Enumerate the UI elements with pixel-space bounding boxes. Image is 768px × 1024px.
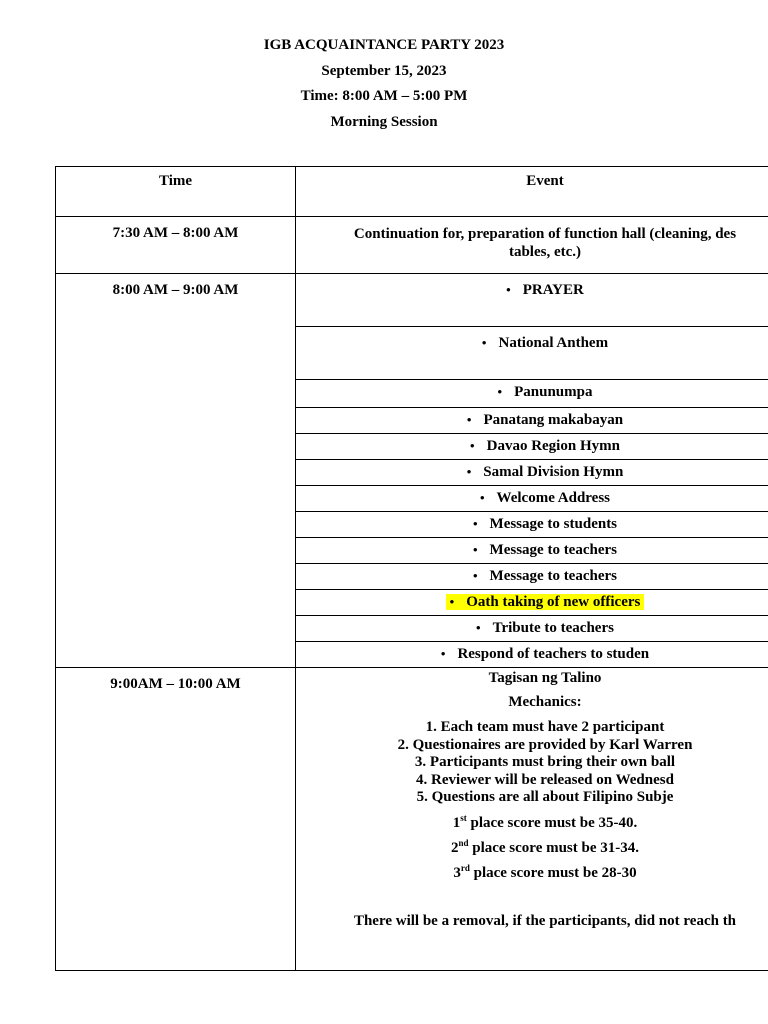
column-header-event: Event bbox=[296, 167, 768, 217]
place-text: place score must be 28-30 bbox=[469, 864, 637, 881]
program-item bbox=[296, 512, 768, 538]
program-item-text: • Panatang makabayan bbox=[467, 412, 623, 428]
place-text: place score must be 35-40. bbox=[466, 814, 638, 831]
event-time: Time: 8:00 AM – 5:00 PM bbox=[300, 88, 468, 104]
list-item: 3. Participants must bring their own ball bbox=[414, 754, 676, 770]
program-item-text: • Panunumpa bbox=[498, 384, 593, 400]
place-score bbox=[296, 862, 768, 882]
program-item bbox=[296, 486, 768, 512]
place-number: 1 bbox=[452, 814, 461, 831]
program-item-highlighted bbox=[296, 590, 768, 616]
program-item-text: • National Anthem bbox=[482, 335, 608, 351]
program-item bbox=[296, 460, 768, 486]
document-title: IGB ACQUAINTANCE PARTY 2023 bbox=[263, 37, 505, 53]
program-item-text: • Welcome Address bbox=[480, 490, 610, 506]
table-row bbox=[56, 274, 768, 327]
row-event bbox=[296, 217, 768, 274]
program-item bbox=[296, 642, 768, 668]
talino-cell bbox=[296, 668, 768, 971]
program-item bbox=[296, 538, 768, 564]
program-item-text: • Message to teachers bbox=[473, 568, 617, 584]
program-item bbox=[296, 616, 768, 642]
place-ordinal: st bbox=[460, 812, 467, 823]
event-text-line: tables, etc.) bbox=[508, 244, 582, 260]
place-ordinal: nd bbox=[458, 837, 469, 848]
program-item bbox=[296, 564, 768, 590]
table-row bbox=[56, 217, 768, 274]
table-row bbox=[56, 668, 768, 971]
place-score bbox=[296, 812, 768, 832]
program-item-text: • Davao Region Hymn bbox=[470, 438, 620, 454]
mechanics-label: Mechanics: bbox=[508, 694, 582, 710]
mechanics-list bbox=[296, 719, 768, 807]
program-item-text: • Samal Division Hymn bbox=[467, 464, 624, 480]
program-item-text: • Oath taking of new officers bbox=[446, 594, 645, 610]
talino-title: Tagisan ng Talino bbox=[488, 670, 602, 686]
place-number: 3 bbox=[453, 864, 461, 881]
program-item bbox=[296, 274, 768, 327]
program-item-text: • PRAYER bbox=[506, 282, 584, 298]
program-item bbox=[296, 327, 768, 380]
list-item: 4. Reviewer will be released on Wednesd bbox=[416, 771, 674, 788]
place-text: place score must be 31-34. bbox=[468, 839, 640, 856]
list-item: 2. Questionaires are provided by Karl Warren bbox=[397, 736, 693, 753]
place-ordinal: rd bbox=[460, 862, 470, 873]
event-text-line: Continuation for, preparation of function hall (cleaning, des bbox=[353, 226, 737, 242]
place-number: 2 bbox=[450, 839, 459, 856]
schedule-table bbox=[55, 166, 768, 971]
place-score bbox=[296, 837, 768, 857]
program-item-text: • Message to students bbox=[473, 516, 617, 532]
session-title: Morning Session bbox=[330, 114, 438, 130]
program-item-text: • Respond of teachers to studen bbox=[441, 646, 649, 662]
program-item bbox=[296, 434, 768, 460]
list-item: 5. Questions are all about Filipino Subje bbox=[416, 789, 674, 805]
removal-note: There will be a removal, if the participants, did not reach th bbox=[353, 912, 737, 929]
program-item-text: • Tribute to teachers bbox=[476, 620, 614, 636]
table-header-row bbox=[56, 167, 768, 217]
program-item bbox=[296, 380, 768, 408]
row-time: 7:30 AM – 8:00 AM bbox=[56, 217, 296, 274]
row-time: 8:00 AM – 9:00 AM bbox=[56, 274, 296, 668]
program-item bbox=[296, 408, 768, 434]
column-header-time: Time bbox=[56, 167, 296, 217]
event-date: September 15, 2023 bbox=[321, 63, 447, 79]
list-item: 1. Each team must have 2 participant bbox=[425, 719, 665, 735]
row-time: 9:00AM – 10:00 AM bbox=[56, 668, 296, 971]
program-item-text: • Message to teachers bbox=[473, 542, 617, 558]
